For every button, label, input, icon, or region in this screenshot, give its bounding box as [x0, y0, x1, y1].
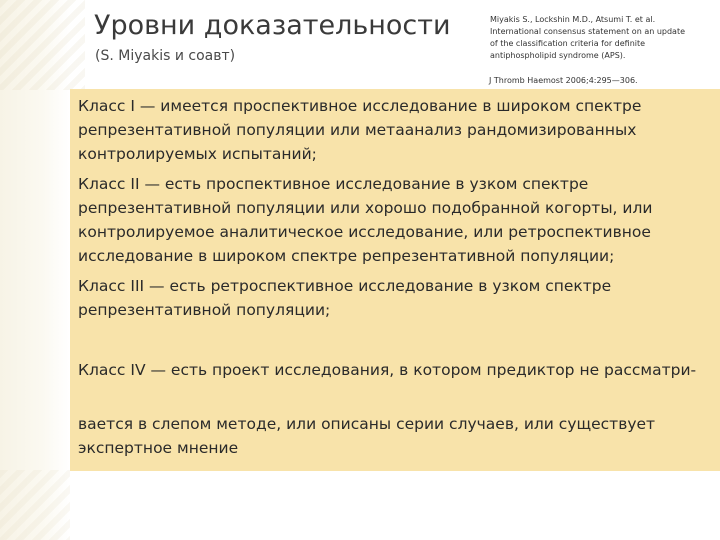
class-4-continuation: вается в слепом методе, или описаны серии случаев, или существует экспертное мнение	[78, 415, 656, 457]
top-left-pattern	[0, 0, 85, 90]
class-4-paragraph: Класс IV — есть проект исследования, в котором предиктор не рассматри-	[78, 361, 697, 379]
journal-citation: J Thromb Haemost 2006;4:295—306.	[489, 76, 638, 85]
bottom-left-pattern	[0, 470, 70, 540]
class-2-paragraph: Класс II — есть проспективное исследование в узком спектре репрезентативной популяции или хорошо подобранной когорты, или контролируемое аналитическое исследование, или ретроспективное исследование в широком спектре репрезентативной популяции;	[78, 175, 653, 265]
class-3-paragraph: Класс III — есть ретроспективное исследование в узком спектре репрезентативной популяции;	[78, 277, 612, 319]
reference-citation: Miyakis S., Lockshin M.D., Atsumi T. et al. International consensus statement on an update of the classification criteria for definite antiphospholipid syndrome (APS).	[490, 15, 686, 60]
slide-subtitle: (S. Miyakis и соавт)	[95, 48, 236, 64]
class-1-paragraph: Класс I — имеется проспективное исследование в широком спектре репрезентативной популяции или метаанализ рандомизированных контролируемых испытаний;	[78, 97, 642, 163]
slide-title: Уровни доказательности	[94, 10, 451, 41]
